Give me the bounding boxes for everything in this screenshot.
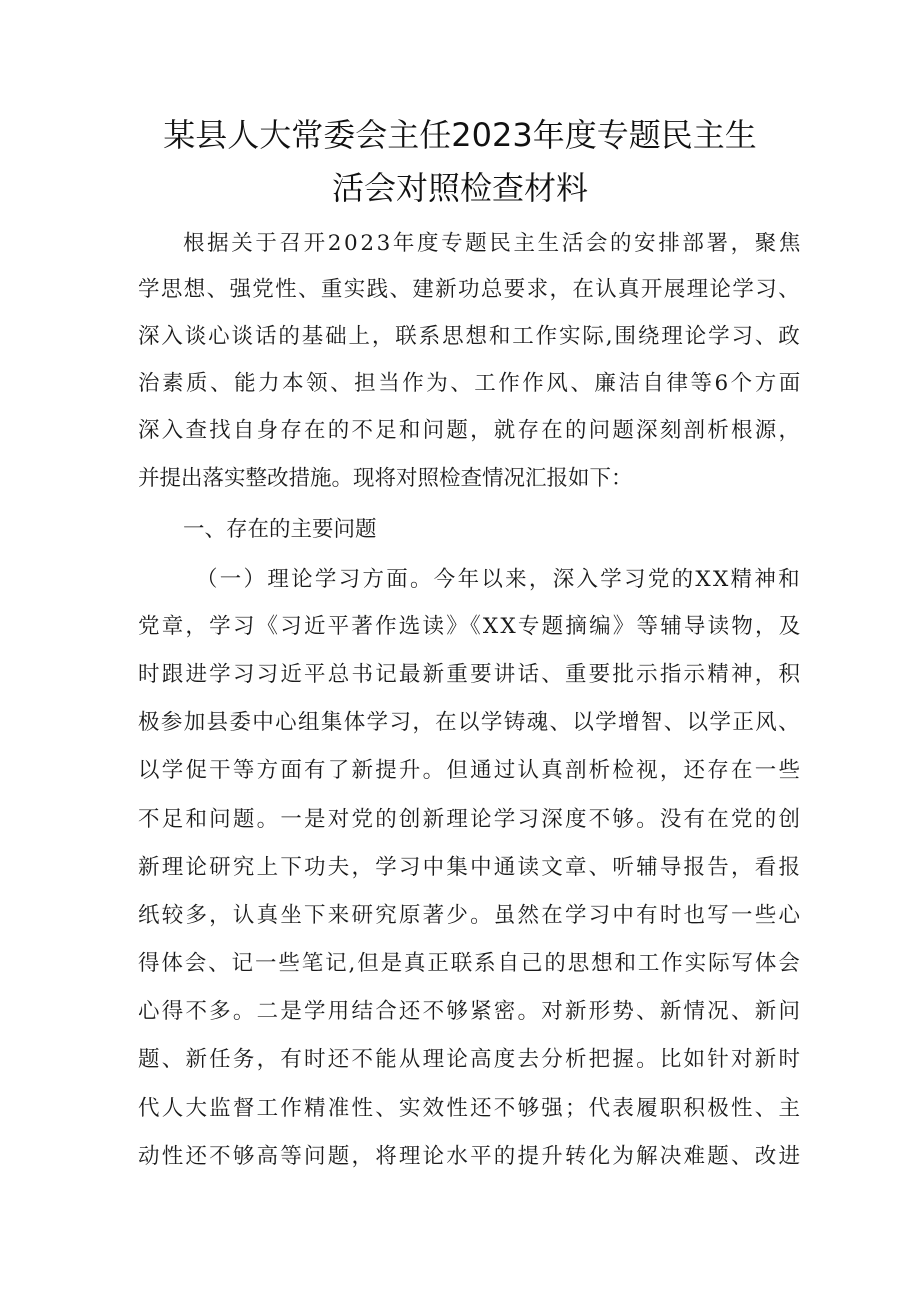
paragraph-line: 以学促干等方面有了新提升。但通过认真剖析检视，还存在一些	[138, 758, 803, 783]
paragraph-line: 动性还不够高等问题，将理论水平的提升转化为解决难题、改进	[138, 1144, 803, 1169]
paragraph-line: （一）理论学习方面。今年以来，深入学习党的XX精神和	[196, 567, 802, 592]
paragraph-line: 得体会、记一些笔记,但是真正联系自己的思想和工作实际写体会	[138, 951, 802, 976]
paragraph-line: 代人大监督工作精准性、实效性还不够强；代表履职积极性、主	[138, 1096, 803, 1121]
paragraph-line: 深入查找自身存在的不足和问题，就存在的问题深刻剖析根源，	[138, 418, 803, 443]
paragraph-line: 治素质、能力本领、担当作为、工作作风、廉洁自律等6个方面	[138, 371, 803, 396]
paragraph-line: 题、新任务，有时还不能从理论高度去分析把握。比如针对新时	[138, 1047, 803, 1072]
paragraph-line: 学思想、强党性、重实践、建新功总要求，在认真开展理论学习、	[138, 277, 801, 302]
paragraph-line: 时跟进学习习近平总书记最新重要讲话、重要批示指示精神，积	[138, 662, 803, 687]
paragraph-line: 根据关于召开2023年度专题民主生活会的安排部署，聚焦	[183, 231, 803, 256]
document-title-line-1: 某县人大常委会主任2023年度专题民主生	[163, 116, 757, 154]
paragraph-line: 不足和问题。一是对党的创新理论学习深度不够。没有在党的创	[138, 807, 803, 832]
paragraph-line: 心得不多。二是学用结合还不够紧密。对新形势、新情况、新问	[138, 999, 803, 1024]
section-heading: 一、存在的主要问题	[183, 517, 377, 542]
paragraph-line: 深入谈心谈话的基础上，联系思想和工作实际,围绕理论学习、政	[138, 324, 802, 349]
paragraph-line: 党章，学习《习近平著作选读》《XX专题摘编》等辅导读物，及	[138, 614, 803, 639]
document-title-line-2: 活会对照检查材料	[331, 169, 588, 207]
paragraph-line: 新理论研究上下功夫，学习中集中通读文章、听辅导报告，看报	[138, 855, 803, 880]
paragraph-line: 并提出落实整改措施。现将对照检查情况汇报如下：	[138, 466, 633, 491]
paragraph-line: 纸较多，认真坐下来研究原著少。虽然在学习中有时也写一些心	[138, 903, 803, 928]
paragraph-line: 极参加县委中心组集体学习，在以学铸魂、以学增智、以学正风、	[138, 710, 801, 735]
